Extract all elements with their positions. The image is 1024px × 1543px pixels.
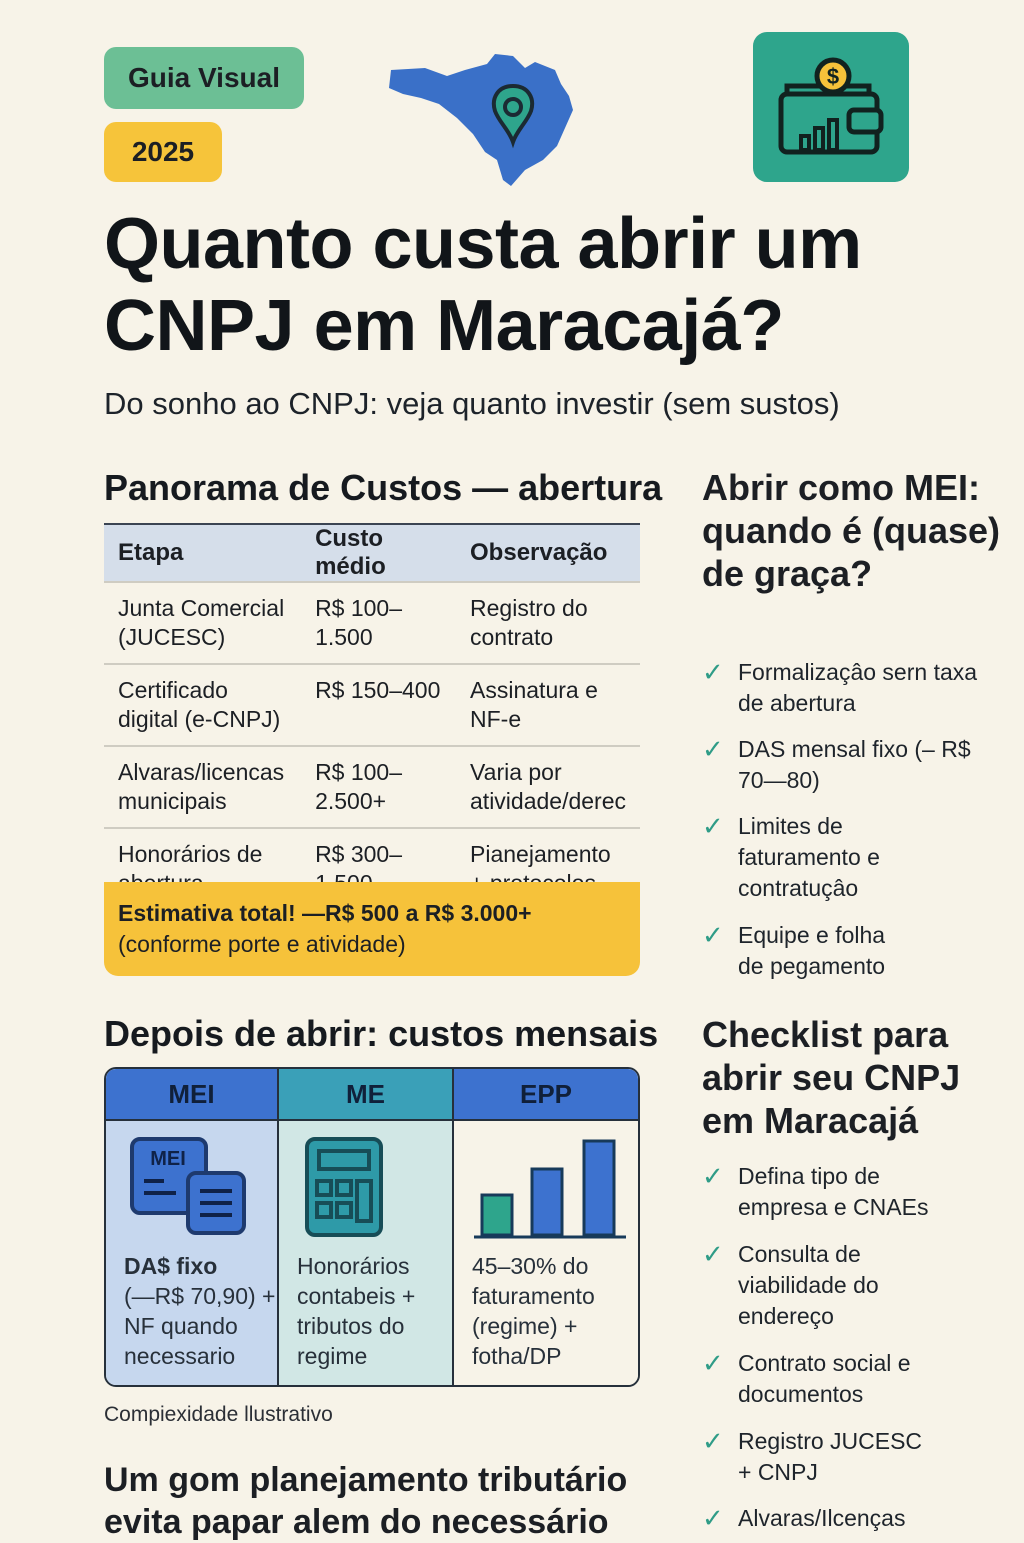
list-item-text: Alvaras/Ilcenças	[738, 1505, 906, 1531]
list-item	[702, 1348, 918, 1410]
check-icon: ✓	[702, 1239, 724, 1269]
table-cell: Varia por atividade/derec	[456, 746, 640, 828]
table-cell: Honorários de	[104, 828, 301, 911]
list-item	[702, 811, 908, 904]
list-item-text: Equipe e folha de pegamento	[738, 922, 886, 979]
estimate-note: (conforme porte e atividade)	[118, 931, 406, 957]
mei-column-header: MEI	[106, 1069, 277, 1121]
column-header: Etapa	[104, 524, 301, 582]
calculator-icon	[303, 1135, 387, 1239]
mei-das-detail: (—R$ 70,90) + NF quando necessario	[124, 1283, 276, 1369]
monthly-heading: Depois de abrir: custos mensais	[104, 1013, 659, 1054]
svg-text:$: $	[826, 64, 840, 89]
checklist-heading: Checklist para abrir seu CNPJ em Maracajá	[702, 1014, 961, 1141]
map-icon	[385, 48, 580, 188]
check-icon: ✓	[702, 1348, 724, 1378]
list-item	[702, 734, 988, 796]
estimate-box	[104, 882, 640, 976]
list-item	[702, 1161, 948, 1223]
list-item-text: Limites de faturamento e contratuçâo	[738, 813, 880, 901]
check-icon: ✓	[702, 734, 724, 764]
mei-column	[106, 1069, 277, 1385]
year-tag: 2025	[104, 122, 222, 182]
table-cell: Registro do contrato	[456, 582, 640, 664]
list-item	[702, 1239, 888, 1332]
wallet-badge	[753, 32, 909, 182]
column-header: Observação	[456, 524, 640, 582]
me-column-header: ME	[279, 1069, 452, 1121]
epp-column-header: EPP	[454, 1069, 638, 1121]
table-row	[104, 582, 640, 664]
costs-heading: Panorama de Custos — abertura	[104, 467, 663, 508]
table-cell: Assinatura e NF-e	[456, 664, 640, 746]
list-item	[702, 657, 988, 719]
check-icon: ✓	[702, 1161, 724, 1191]
list-item	[702, 1426, 938, 1488]
table-cell: Pianejamento	[456, 828, 640, 911]
wallet-icon	[753, 32, 909, 182]
document-icon	[130, 1135, 250, 1239]
page-subtitle: Do sonho ao CNPJ: veja quanto investir (sem sustos)	[104, 386, 840, 421]
costs-table	[104, 523, 640, 912]
list-item-text: DAS mensal fixo (– R$ 70—80)	[738, 736, 971, 793]
table-header-row	[104, 524, 640, 582]
dollar-coin-icon	[817, 60, 849, 92]
check-icon: ✓	[702, 920, 724, 950]
check-icon: ✓	[702, 1426, 724, 1456]
planning-heading: Um gom planejamento tributário evita papar alem do necessário	[104, 1461, 628, 1541]
list-item-text: Consulta de viabilidade do endereço	[738, 1241, 879, 1329]
table-row	[104, 664, 640, 746]
table-cell: R$ 150–400	[301, 664, 456, 746]
table-cell: R$ 100–2.500+	[301, 746, 456, 828]
list-item-text: Contrato social e documentos	[738, 1350, 911, 1407]
table-cell: Alvaras/licencas municipais	[104, 746, 301, 828]
table-row	[104, 746, 640, 828]
table-cell: Certificado digital (e-CNPJ)	[104, 664, 301, 746]
mei-heading: Abrir como MEI: quando é (quase) de graça?	[702, 467, 1001, 594]
estimate-total: Estimativa total! —R$ 500 a R$ 3.000+	[118, 900, 532, 926]
table-cell: Junta Comercial (JUCESC)	[104, 582, 301, 664]
list-item-text: Registro JUCESC + CNPJ	[738, 1428, 923, 1485]
check-icon: ✓	[702, 657, 724, 687]
check-icon: ✓	[702, 1503, 724, 1533]
mei-das-label: DA$ fixo	[124, 1253, 218, 1279]
column-header: Custo médio	[301, 524, 456, 582]
guide-tag: Guia Visual	[104, 47, 304, 109]
list-item	[702, 1503, 958, 1534]
me-column	[277, 1069, 452, 1385]
complexity-caption: Compiexidade llustrativo	[104, 1403, 333, 1426]
table-cell: R$ 100–1.500	[301, 582, 456, 664]
table-cell: R$ 300–	[301, 828, 456, 911]
me-column-text: Honorários contabeis + tributos do regime	[297, 1253, 416, 1369]
mei-column-text	[124, 1251, 277, 1371]
check-icon: ✓	[702, 811, 724, 841]
document-icon-label: MEI	[150, 1148, 186, 1170]
page-title: Quanto custa abrir um CNPJ em Maracajá?	[104, 204, 862, 366]
list-item-text: Defina tipo de empresa e CNAEs	[738, 1163, 929, 1220]
bar-chart-icon	[474, 1135, 630, 1239]
monthly-costs-panel	[104, 1067, 640, 1387]
list-item-text: Formalizaçâo sern taxa de abertura	[738, 659, 978, 716]
epp-column	[452, 1069, 638, 1385]
list-item	[702, 920, 908, 982]
epp-column-text: 45–30% do faturamento (regime) + fotha/DP	[472, 1253, 595, 1369]
